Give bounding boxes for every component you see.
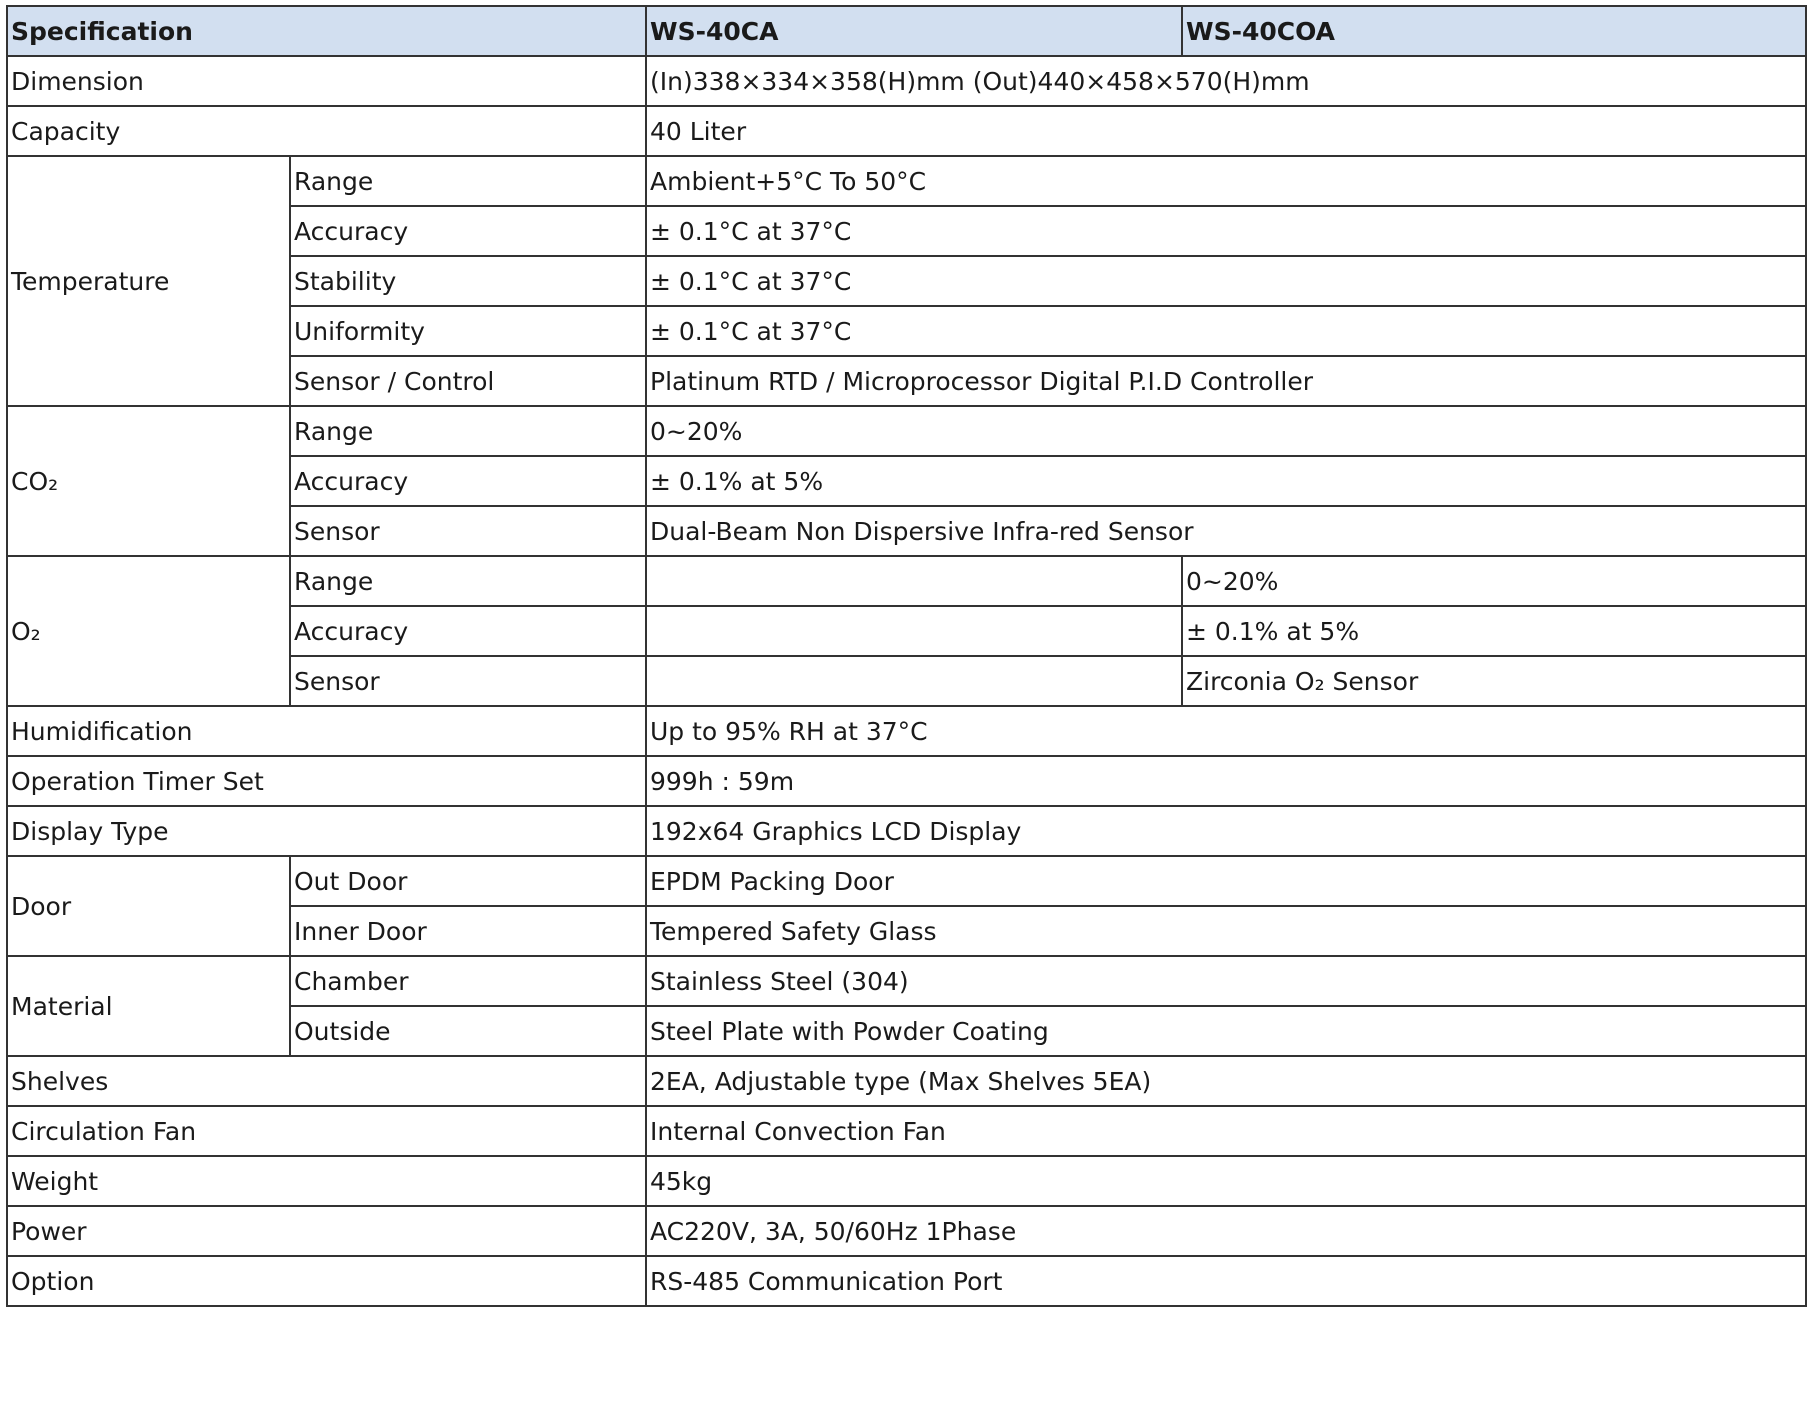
temperature-sensor-value: Platinum RTD / Microprocessor Digital P.I.D Controller bbox=[646, 356, 1806, 406]
fan-label: Circulation Fan bbox=[7, 1106, 646, 1156]
o2-accuracy-value-b: ± 0.1% at 5% bbox=[1182, 606, 1806, 656]
header-model-b: WS-40COA bbox=[1182, 6, 1806, 56]
co2-sensor-value: Dual-Beam Non Dispersive Infra-red Sensor bbox=[646, 506, 1806, 556]
o2-sensor-value-a bbox=[646, 656, 1182, 706]
temperature-uniformity-value: ± 0.1°C at 37°C bbox=[646, 306, 1806, 356]
material-chamber-label: Chamber bbox=[290, 956, 646, 1006]
table-row bbox=[7, 1256, 1806, 1306]
table-row bbox=[7, 1206, 1806, 1256]
o2-range-value-a bbox=[646, 556, 1182, 606]
display-type-label: Display Type bbox=[7, 806, 646, 856]
table-row bbox=[7, 956, 1806, 1006]
material-label: Material bbox=[7, 956, 290, 1056]
o2-label: O₂ bbox=[7, 556, 290, 706]
door-out-value: EPDM Packing Door bbox=[646, 856, 1806, 906]
table-row bbox=[7, 856, 1806, 906]
power-label: Power bbox=[7, 1206, 646, 1256]
fan-value: Internal Convection Fan bbox=[646, 1106, 1806, 1156]
table-row bbox=[7, 1156, 1806, 1206]
temperature-label: Temperature bbox=[7, 156, 290, 406]
shelves-value: 2EA, Adjustable type (Max Shelves 5EA) bbox=[646, 1056, 1806, 1106]
option-label: Option bbox=[7, 1256, 646, 1306]
capacity-label: Capacity bbox=[7, 106, 646, 156]
co2-range-label: Range bbox=[290, 406, 646, 456]
temperature-stability-label: Stability bbox=[290, 256, 646, 306]
table-row bbox=[7, 406, 1806, 456]
timer-value: 999h : 59m bbox=[646, 756, 1806, 806]
temperature-stability-value: ± 0.1°C at 37°C bbox=[646, 256, 1806, 306]
o2-sensor-value-b: Zirconia O₂ Sensor bbox=[1182, 656, 1806, 706]
table-row bbox=[7, 1056, 1806, 1106]
humidification-value: Up to 95% RH at 37°C bbox=[646, 706, 1806, 756]
co2-accuracy-label: Accuracy bbox=[290, 456, 646, 506]
door-label: Door bbox=[7, 856, 290, 956]
specification-table bbox=[6, 5, 1807, 1307]
header-specification: Specification bbox=[7, 6, 646, 56]
o2-range-label: Range bbox=[290, 556, 646, 606]
door-inner-label: Inner Door bbox=[290, 906, 646, 956]
table-row bbox=[7, 706, 1806, 756]
dimension-label: Dimension bbox=[7, 56, 646, 106]
co2-sensor-label: Sensor bbox=[290, 506, 646, 556]
shelves-label: Shelves bbox=[7, 1056, 646, 1106]
table-row bbox=[7, 1106, 1806, 1156]
table-row bbox=[7, 556, 1806, 606]
header-row bbox=[7, 6, 1806, 56]
table-row bbox=[7, 756, 1806, 806]
temperature-uniformity-label: Uniformity bbox=[290, 306, 646, 356]
power-value: AC220V, 3A, 50/60Hz 1Phase bbox=[646, 1206, 1806, 1256]
co2-accuracy-value: ± 0.1% at 5% bbox=[646, 456, 1806, 506]
temperature-accuracy-value: ± 0.1°C at 37°C bbox=[646, 206, 1806, 256]
table-row bbox=[7, 106, 1806, 156]
capacity-value: 40 Liter bbox=[646, 106, 1806, 156]
temperature-sensor-label: Sensor / Control bbox=[290, 356, 646, 406]
temperature-range-label: Range bbox=[290, 156, 646, 206]
humidification-label: Humidification bbox=[7, 706, 646, 756]
material-chamber-value: Stainless Steel (304) bbox=[646, 956, 1806, 1006]
timer-label: Operation Timer Set bbox=[7, 756, 646, 806]
temperature-accuracy-label: Accuracy bbox=[290, 206, 646, 256]
material-outside-value: Steel Plate with Powder Coating bbox=[646, 1006, 1806, 1056]
o2-accuracy-value-a bbox=[646, 606, 1182, 656]
table-row bbox=[7, 806, 1806, 856]
o2-sensor-label: Sensor bbox=[290, 656, 646, 706]
display-type-value: 192x64 Graphics LCD Display bbox=[646, 806, 1806, 856]
weight-label: Weight bbox=[7, 1156, 646, 1206]
dimension-value: (In)338×334×358(H)mm (Out)440×458×570(H)mm bbox=[646, 56, 1806, 106]
option-value: RS-485 Communication Port bbox=[646, 1256, 1806, 1306]
material-outside-label: Outside bbox=[290, 1006, 646, 1056]
weight-value: 45kg bbox=[646, 1156, 1806, 1206]
door-inner-value: Tempered Safety Glass bbox=[646, 906, 1806, 956]
table-row bbox=[7, 156, 1806, 206]
co2-range-value: 0~20% bbox=[646, 406, 1806, 456]
header-model-a: WS-40CA bbox=[646, 6, 1182, 56]
temperature-range-value: Ambient+5°C To 50°C bbox=[646, 156, 1806, 206]
co2-label: CO₂ bbox=[7, 406, 290, 556]
o2-range-value-b: 0~20% bbox=[1182, 556, 1806, 606]
o2-accuracy-label: Accuracy bbox=[290, 606, 646, 656]
table-row bbox=[7, 56, 1806, 106]
door-out-label: Out Door bbox=[290, 856, 646, 906]
